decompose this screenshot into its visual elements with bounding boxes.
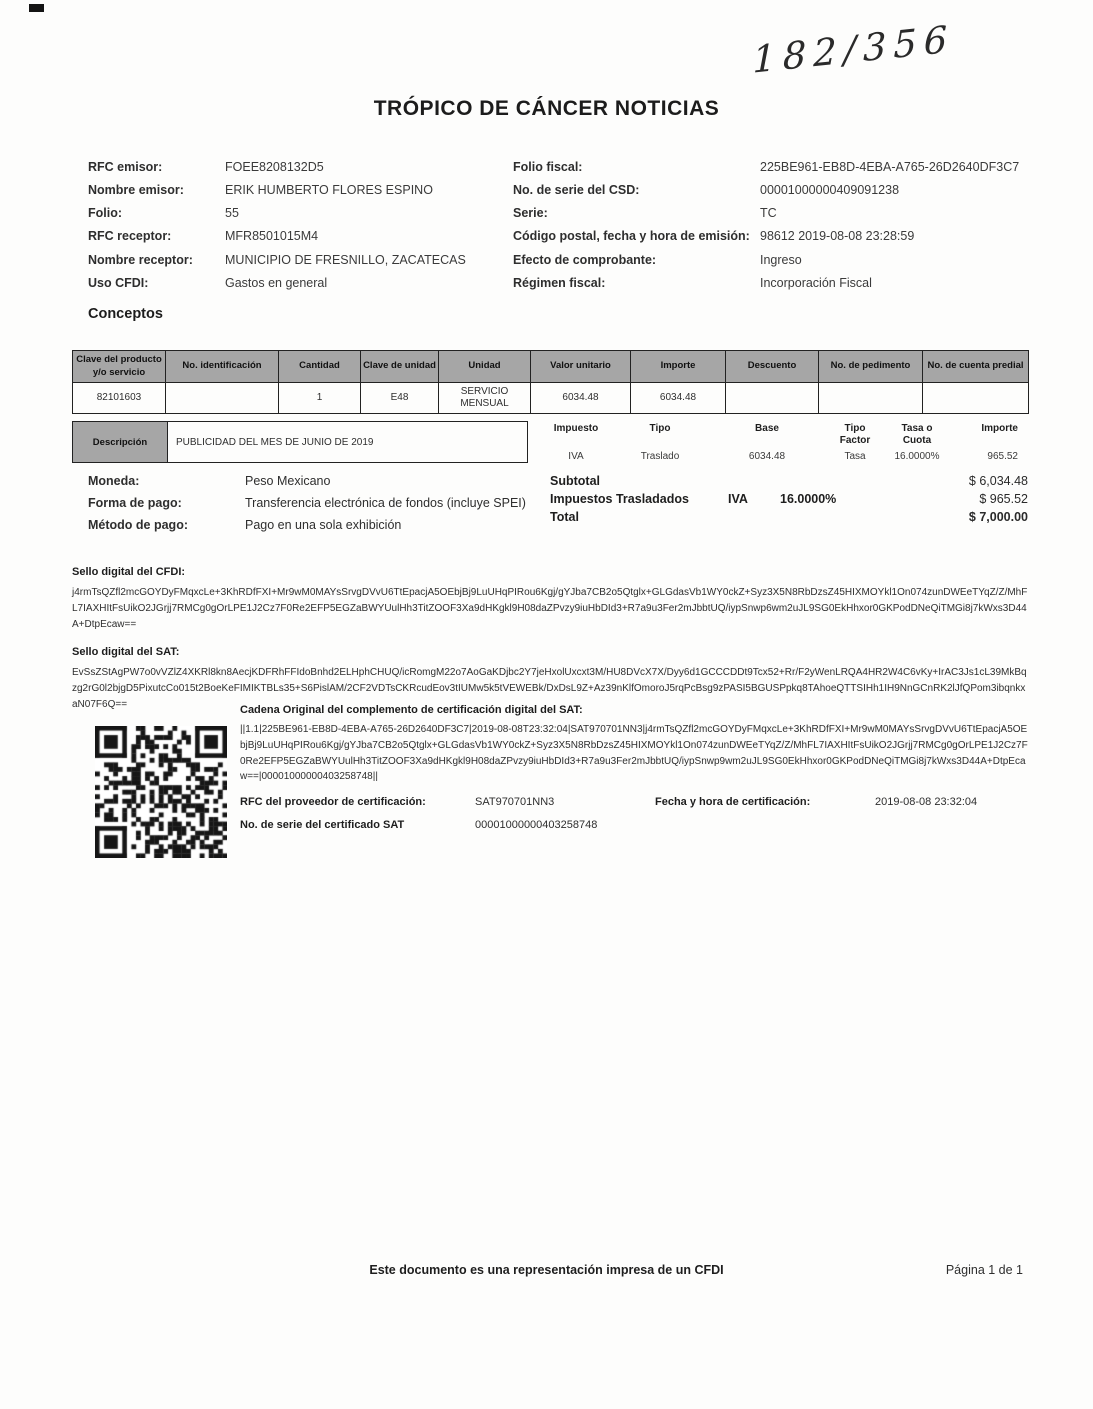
info-row-serie [513,204,1033,222]
serie-certificado-value: 00001000000403258748 [475,819,598,832]
field-label: Régimen fiscal: [513,275,606,290]
cell-importe-impuesto: 965.52 [987,451,1018,462]
field-label: Nombre emisor: [88,183,184,198]
header-info-right [513,158,1033,297]
document-title: TRÓPICO DE CÁNCER NOTICIAS [373,97,720,120]
cell-base: 6034.48 [748,451,786,462]
field-label: No. de serie del CSD: [513,183,640,198]
descripcion-impuestos-row [72,421,1028,463]
rfc-proveedor-value: SAT970701NN3 [475,796,555,809]
cell-importe: 6034.48 [631,383,726,414]
conceptos-table [72,350,1029,414]
sello-cfdi-value: j4rmTsQZfl2mcGOYDyFMqxcLe+3KhRDfFXI+Mr9wM0MAYsSrvgDVvU6TtEpacjA5OEbjBj9LuUHqPIRou6Kgj/gYJba7CB2o5Qtglx+GLGdasVb1WY0ckZ+Syz3X5N8RbDzsZ45HIXMOYkl1On074zunDWEeTYqZ/Z/MhFL7IAXHItFsUikO2JGrjj7RMCg0gOrLPE1J2Cz7F0Re2EFP5EGZaBWYUulHh3TitZOOF3Xa9dHKgkl9H08daZPvzy9iuHbDId3+R7a9u3Fer2mJbbtUQ/iypSnwp6wm2uJL9SG0EkHhxor0GKPodDNeQiTMGi8j7kWxs3D44A+DtpEcaw== [72,587,1028,631]
info-row-rfc-receptor [88,227,513,245]
info-row-codigo-postal [513,227,1033,245]
field-label: Forma de pago: [88,496,182,510]
subtotal-label: Subtotal [550,474,600,488]
cell-descuento [726,383,819,414]
sello-cfdi-label: Sello digital del CFDI: [72,566,186,578]
column-header: Importe [981,423,1018,434]
sello-sat-label: Sello digital del SAT: [72,646,180,658]
cert-serial-row [240,819,1028,831]
info-row-nombre-emisor [88,181,513,199]
column-header: Tipo [649,423,671,434]
column-header: Clave de unidad [361,351,439,383]
cert-provider-row [240,796,1028,808]
impuesto-nombre: IVA [728,492,748,506]
column-header: Impuesto [553,423,599,434]
column-header: Tasa o Cuota [901,423,933,446]
handwritten-page-number: 182/356 [752,17,955,82]
field-value: MFR8501015M4 [225,229,319,244]
conceptos-header-row [73,351,1029,383]
column-header: Valor unitario [531,351,631,383]
descripcion-value: PUBLICIDAD DEL MES DE JUNIO DE 2019 [176,436,374,448]
info-row-rfc-emisor [88,158,513,176]
impuesto-tasa: 16.0000% [780,492,837,506]
field-label: Efecto de comprobante: [513,252,657,267]
payment-totals-section [88,474,1028,540]
field-value: 98612 2019-08-08 23:28:59 [760,229,915,244]
column-header: No. de cuenta predial [923,351,1029,383]
field-label: Código postal, fecha y hora de emisión: [513,229,750,244]
field-label: Nombre receptor: [88,252,193,267]
info-row-efecto [513,251,1033,269]
rfc-proveedor-label: RFC del proveedor de certificación: [240,796,426,809]
subtotal-row [550,474,1028,488]
cell-tipo-factor: Tasa [844,451,866,462]
impuestos-label: Impuestos Trasladados [550,492,689,506]
cell-tipo: Traslado [640,451,680,462]
payment-row-forma [88,496,550,510]
field-label: Método de pago: [88,518,188,532]
page-indicator: Página 1 de 1 [936,1263,1023,1277]
column-header: Tipo Factor [839,423,871,446]
field-value: FOEE8208132D5 [225,160,324,174]
impuestos-header-row [540,422,1028,447]
field-label: Moneda: [88,474,140,488]
info-row-uso-cfdi [88,274,513,292]
info-row-nombre-receptor [88,251,513,269]
column-header: No. de pedimento [819,351,923,383]
total-value: $ 7,000.00 [968,510,1028,524]
field-value: Incorporación Fiscal [760,275,872,290]
descripcion-box [72,421,528,463]
fecha-certificacion-value: 2019-08-08 23:32:04 [875,796,978,809]
field-label: Uso CFDI: [88,275,149,290]
payment-row-metodo [88,518,550,532]
info-row-regimen [513,274,1033,292]
column-header: Unidad [439,351,531,383]
total-row [550,510,1028,524]
concepto-row [73,383,1029,414]
impuestos-concepto [540,421,1028,463]
footer-note: Este documento es una representación impresa de un CFDI [369,1263,724,1277]
info-row-serie-csd [513,181,1033,199]
column-header: Clave del producto y/o servicio [73,351,166,383]
cadena-original-label: Cadena Original del complemento de certificación digital del SAT: [240,704,583,716]
cell-cuenta-predial [923,383,1029,414]
field-label: Serie: [513,206,548,221]
serie-certificado-label: No. de serie del certificado SAT [240,819,405,832]
conceptos-section [72,350,1028,463]
field-label: Folio: [88,206,123,221]
cell-tasa-cuota: 16.0000% [894,451,940,462]
payment-row-moneda [88,474,550,488]
field-label: RFC emisor: [88,160,163,174]
field-value: ERIK HUMBERTO FLORES ESPINO [225,183,433,198]
cadena-original-block [240,704,1028,831]
field-value: Ingreso [760,252,802,267]
info-row-folio [88,204,513,222]
cell-clave-unidad: E48 [361,383,439,414]
column-header: Cantidad [279,351,361,383]
sello-sat-value: EvSsZStAgPW7o0vVZlZ4XKRl8kn8AecjKDFRhFFIdoBnhd2ELHphCHUQ/icRomgM22o7AoGaKDjbc2Y7jeHxolUxcxt3M/HU8DVcX7X/Dyy6d1GCCCDDt9Tcx52+Rr/F2yWenLRQA4HR2W4C6vKy+IrAC3Js1cL39MkBqzg2rG0l2bjgD5PixutcCo015t2BoeKeFIMIKTBLs35+S6PislAM/2CF2VDTsCKRcudEov3tIUMw5k5tVEWEBk/DxDsL9Z+Az39nKlfOmoroJ5rqPcBsg9zPASI5BGUSPpkq8TAhoeQTTSIHh1IH9NnGCnRK2lJfQPom3ibqnkxaN07F6Q== [72,667,1027,711]
scan-artifact [29,4,44,12]
header-info-left [88,158,513,297]
field-value: Peso Mexicano [245,474,331,488]
column-header: No. identificación [166,351,279,383]
sello-cfdi-section [72,566,1028,634]
field-value: Pago en una sola exhibición [245,518,402,532]
field-label: Folio fiscal: [513,160,583,174]
cell-unidad: SERVICIO MENSUAL [439,383,531,414]
certificacion-section [95,704,1028,831]
field-value: Gastos en general [225,275,328,290]
info-row-folio-fiscal [513,158,1033,176]
field-value: 00001000000409091238 [760,183,900,198]
subtotal-value: $ 6,034.48 [968,474,1028,488]
fecha-certificacion-label: Fecha y hora de certificación: [655,796,811,809]
total-label: Total [550,510,579,524]
field-value: MUNICIPIO DE FRESNILLO, ZACATECAS [225,252,466,267]
field-value: Transferencia electrónica de fondos (incluye SPEI) [245,496,526,510]
cell-pedimento [819,383,923,414]
descripcion-label: Descripción [73,422,168,462]
cadena-original-value: ||1.1|225BE961-EB8D-4EBA-A765-26D2640DF3C7|2019-08-08T23:32:04|SAT970701NN3|j4rmTsQZfl2mcGOYDyFMqxcLe+3KhRDfFXI+Mr9wM0MAYsSrvgDVvU6TtEpacjA5OEbjBj9LuUHqPIRou6Kgj/gYJba7CB2o5Qtglx+GLGdasVb1WY0ckZ+Syz3X5N8RbDzsZ45HIXMOYkl1On074zunDWEeTYqZ/Z/MhFL7IAXHItFsUikO2JGrjj7RMCg0gOrLPE1J2Cz7F0Re2EFP5EGZaBWYUulHh3TitZOOF3Xa9dHKgkl9H08daZPvzy9iuHbDId3+R7a9u3Fer2mJbbtUQ/iypSnwp9wm2uJL9SG0EkHhxor0GKPodDNeQiTMGi8j7kWxs3D44A+DtpEcaw==|00001000000403258748|| [240,724,1028,783]
cell-no-identificacion [166,383,279,414]
qr-code [95,726,227,858]
conceptos-heading: Conceptos [88,306,163,322]
impuestos-value: $ 965.52 [979,492,1028,506]
impuesto-row [540,447,1028,462]
header-info [88,158,1033,297]
field-value: 55 [225,206,239,221]
impuestos-trasladados-row [550,492,1028,506]
column-header: Importe [631,351,726,383]
cell-cantidad: 1 [279,383,361,414]
field-value: TC [760,206,777,221]
field-label: RFC receptor: [88,229,172,244]
payment-info [88,474,550,540]
column-header: Descuento [726,351,819,383]
column-header: Base [755,423,779,434]
totals-block [550,474,1028,540]
cell-valor-unitario: 6034.48 [531,383,631,414]
cell-clave-producto: 82101603 [73,383,166,414]
cell-impuesto: IVA [568,451,584,462]
impuestos-table [540,422,1028,462]
field-value: 225BE961-EB8D-4EBA-A765-26D2640DF3C7 [760,160,1020,174]
